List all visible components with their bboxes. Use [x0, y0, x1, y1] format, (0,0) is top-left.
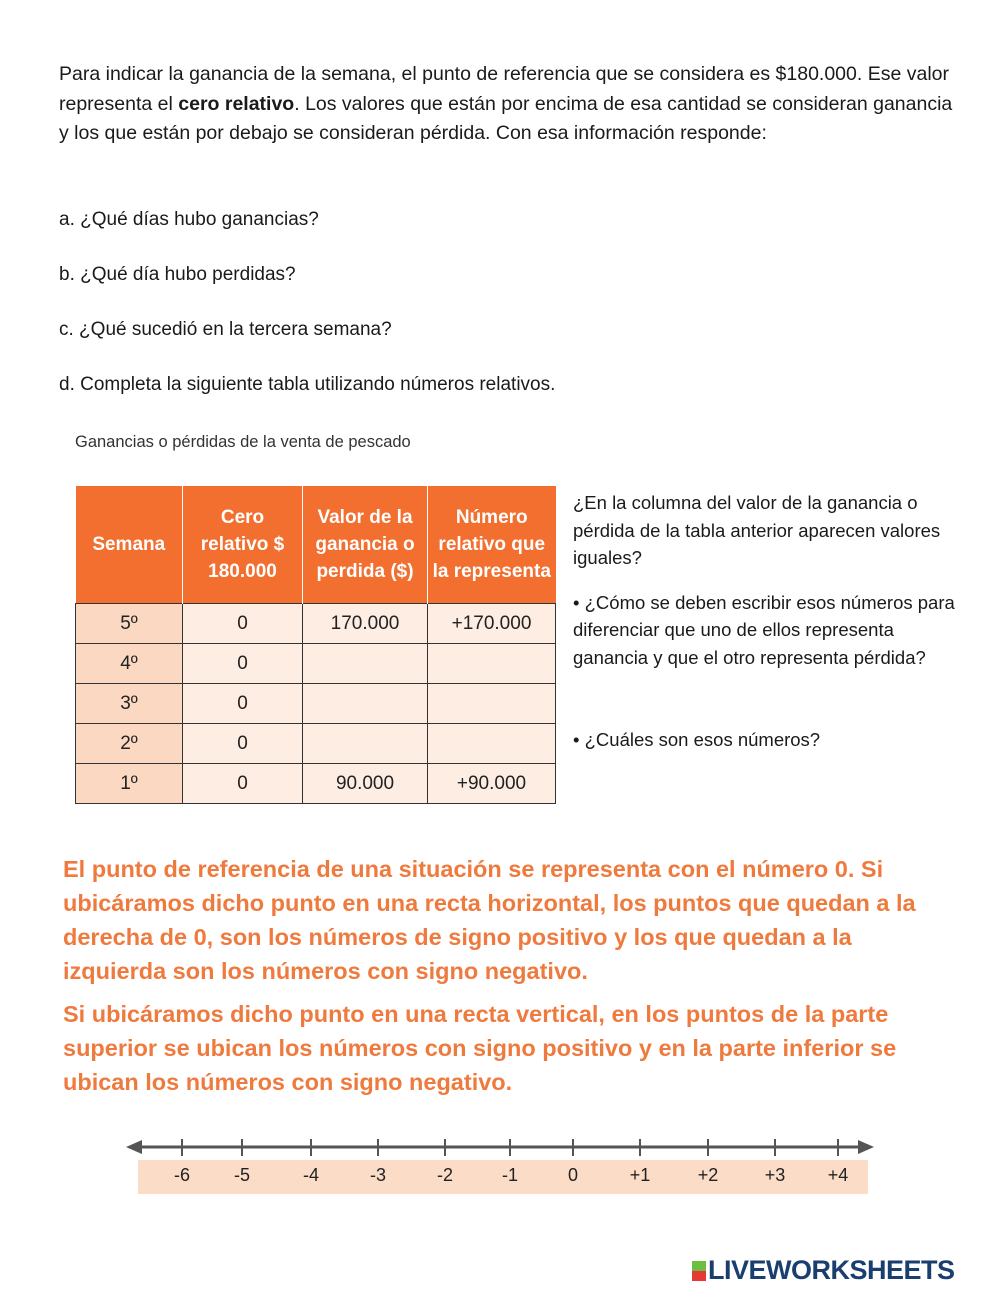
side-question-2: • ¿Cómo se deben escribir esos números para diferenciar que uno de ellos representa ganancia y que el otro representa pérdida?: [573, 591, 955, 668]
week-cell: 5º: [76, 604, 183, 644]
intro-text: Para indicar la ganancia de la semana, el punto de referencia que se considera es $180.000. Ese valor representa el: [59, 63, 949, 115]
intro-text-2: . Los valores que están por encima de esa cantidad se consideran ganancia y los que están por debajo se consideran pérdida. Con esa información responde:: [59, 92, 953, 144]
table-caption: Ganancias o pérdidas de la venta de pescado: [75, 433, 411, 451]
tick-label: +3: [764, 1165, 786, 1185]
question-b: b. ¿Qué día hubo perdidas?: [59, 264, 296, 285]
question-d: d. Completa la siguiente tabla utilizando números relativos.: [59, 374, 556, 395]
table-cell: +90.000: [428, 764, 556, 804]
orange-paragraph-1: El punto de referencia de una situación se representa con el número 0. Si ubicáramos dicho punto en una recta horizontal, los puntos que quedan a la derecha de 0, son los números de signo positivo y los que quedan a la izquierda son los números con signo negativo.: [63, 856, 916, 984]
table-cell: 0: [183, 644, 303, 684]
question-a: a. ¿Qué días hubo ganancias?: [59, 209, 319, 230]
table-cell: 0: [183, 764, 303, 804]
tick-label: -1: [501, 1165, 519, 1185]
tick-label: +2: [697, 1165, 719, 1185]
intro-bold: cero relativo: [178, 92, 295, 115]
left-arrow-icon: [126, 1140, 142, 1154]
tick-label: +4: [827, 1165, 849, 1185]
table-cell: 0: [183, 604, 303, 644]
tick-label: 0: [567, 1165, 579, 1185]
column-header: Cero relativo $ 180.000: [183, 486, 303, 604]
column-header: Número relativo que la representa: [428, 486, 556, 604]
week-cell: 1º: [76, 764, 183, 804]
orange-paragraph-2: Si ubicáramos dicho punto en una recta vertical, en los puntos de la parte superior se ubican los números con signo positivo y en la parte inferior se ubican los números con signo negativo.: [63, 1001, 897, 1095]
tick-label: +1: [629, 1165, 651, 1185]
tick-label: -5: [233, 1165, 251, 1185]
side-question-1: ¿En la columna del valor de la ganancia o pérdida de la tabla anterior aparecen valores iguales?: [573, 492, 941, 568]
right-arrow-icon: [858, 1140, 874, 1154]
column-header: Valor de la ganancia o perdida ($): [303, 486, 428, 604]
table-cell: +170.000: [428, 604, 556, 644]
question-c: c. ¿Qué sucedió en la tercera semana?: [59, 319, 392, 340]
week-cell: 4º: [76, 644, 183, 684]
week-cell: 3º: [76, 684, 183, 724]
logo-mark-icon: [692, 1261, 706, 1281]
column-header: Semana: [76, 486, 183, 604]
week-cell: 2º: [76, 724, 183, 764]
table-cell: 0: [183, 684, 303, 724]
liveworksheets-logo: [692, 1255, 955, 1286]
tick-label: -3: [369, 1165, 387, 1185]
side-question-3: • ¿Cuáles son esos números?: [573, 729, 821, 750]
tick-label: -4: [302, 1165, 320, 1185]
table-cell: 0: [183, 724, 303, 764]
tick-label: -2: [436, 1165, 454, 1185]
logo-text: LIVEWORKSHEETS: [708, 1255, 955, 1285]
table-cell: 90.000: [303, 764, 428, 804]
tick-label: -6: [173, 1165, 191, 1185]
table-cell: 170.000: [303, 604, 428, 644]
